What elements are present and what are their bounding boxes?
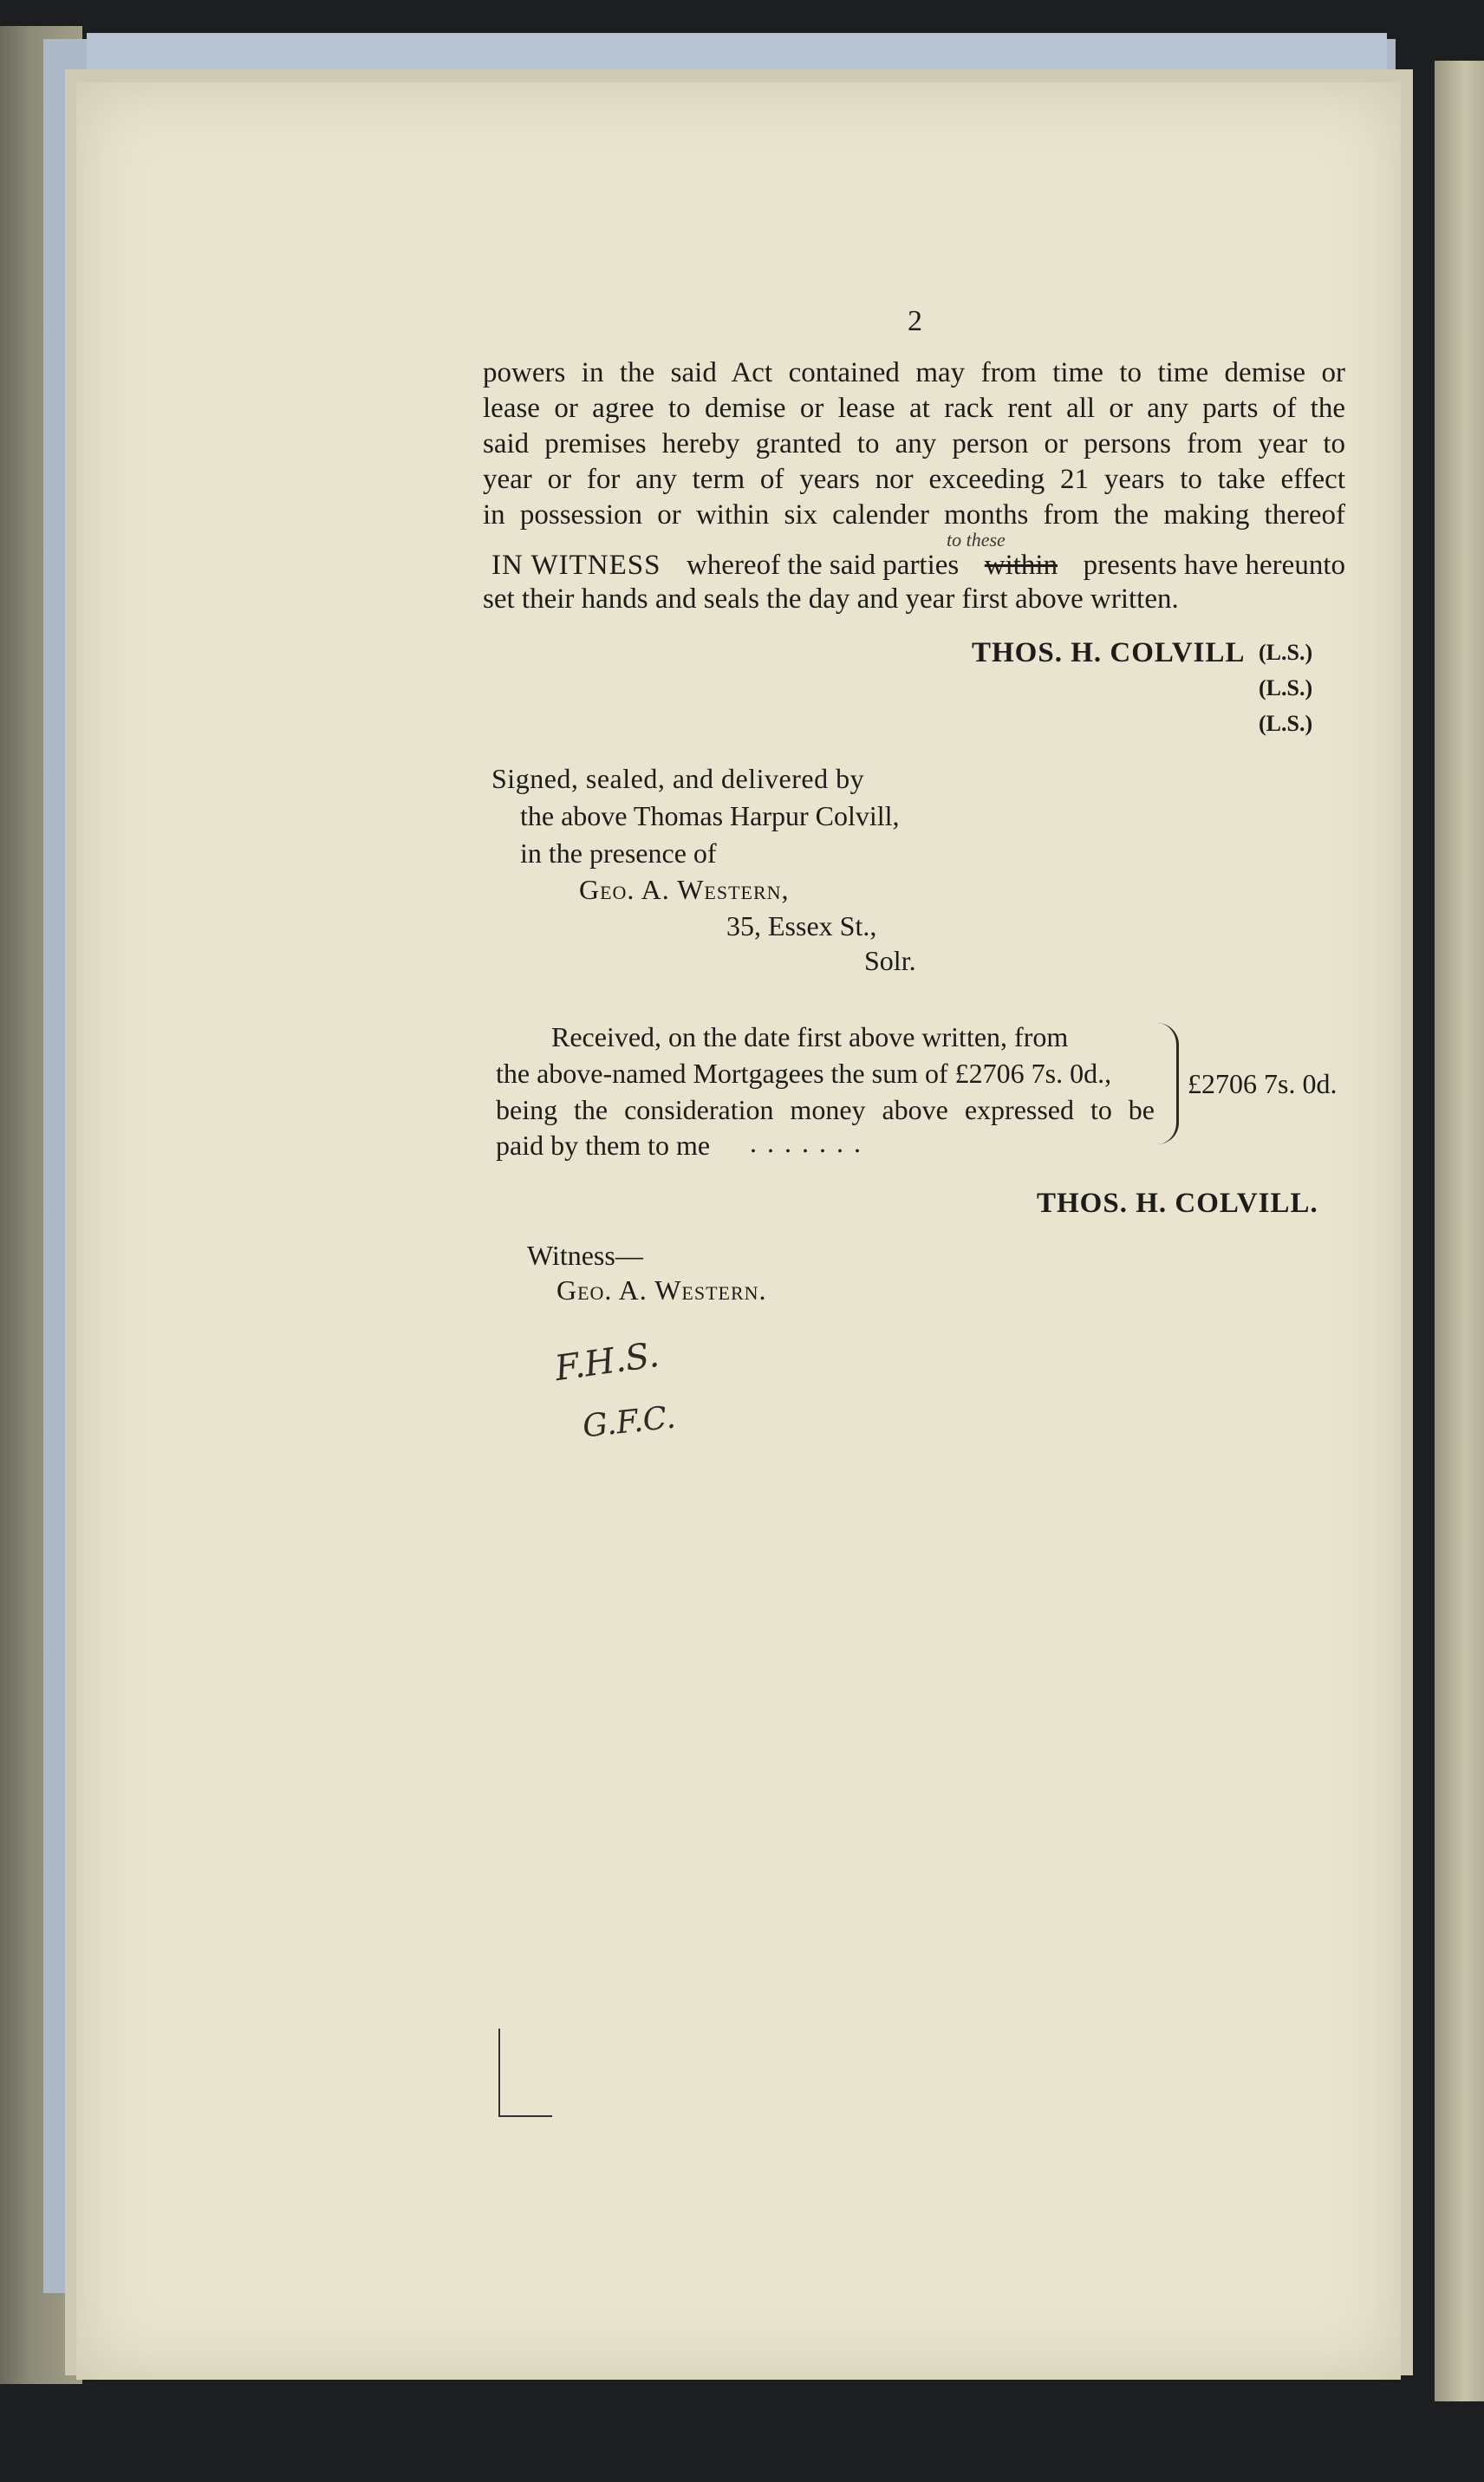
body-line-5: in possession or within six calender months from the making thereof	[483, 499, 1345, 531]
receipt-leader-dots: . . . . . . .	[750, 1127, 862, 1158]
struck-word: within	[984, 550, 1058, 581]
attesting-witness-address: 35, Essex St.,	[726, 910, 877, 941]
adjacent-right-page	[1435, 61, 1484, 2401]
margin-corner-mark	[498, 2029, 552, 2117]
attesting-witness-name: Geo. A. Western,	[579, 874, 790, 905]
witness-clause-end: presents have hereunto	[1083, 550, 1345, 581]
witness-label: Witness—	[527, 1240, 643, 1271]
witness-clause-line	[491, 550, 1345, 582]
body-line-3: said premises hereby granted to any person or persons from year to	[483, 428, 1345, 459]
handwritten-initials-2: G.F.C.	[581, 1399, 678, 1445]
body-line-1: powers in the said Act contained may from time to time demise or	[483, 357, 1345, 388]
receipt-line-1: Received, on the date first above written, from	[551, 1021, 1069, 1052]
handwritten-initials-1: F.H.S.	[552, 1334, 662, 1390]
attestation-line-3: in the presence of	[520, 837, 717, 869]
receipt-line-3: being the consideration money above expressed to be	[496, 1094, 1155, 1125]
witness-clause-middle: whereof the said parties	[686, 550, 960, 581]
receipt-line-4: paid by them to me	[496, 1130, 711, 1161]
body-last-line: set their hands and seals the day and year first above written.	[483, 583, 1179, 615]
attestation-line-1: Signed, sealed, and delivered by	[491, 763, 865, 794]
seal-marker-3: (L.S.)	[1259, 711, 1313, 736]
body-line-4: year or for any term of years nor exceeding 21 years to take effect	[483, 464, 1345, 495]
receipt-amount: £2706 7s. 0d.	[1188, 1068, 1338, 1099]
witness-name: Geo. A. Western.	[556, 1274, 767, 1306]
seal-marker-1: (L.S.)	[1259, 640, 1313, 665]
body-line-2: lease or agree to demise or lease at rack rent all or any parts of the	[483, 393, 1345, 424]
receipt-brace	[1157, 1023, 1179, 1144]
receipt-line-2: the above-named Mortgagees the sum of £2706 7s. 0d.,	[496, 1058, 1112, 1089]
receipt-signature: THOS. H. COLVILL.	[1037, 1188, 1318, 1219]
attesting-witness-title: Solr.	[864, 945, 916, 976]
handwritten-interlineation: to these	[947, 529, 1006, 550]
seal-marker-2: (L.S.)	[1259, 675, 1313, 700]
document-page	[76, 82, 1401, 2380]
attestation-line-2: the above Thomas Harpur Colvill,	[520, 800, 900, 831]
in-witness-lead: IN WITNESS	[491, 550, 661, 581]
page-number: 2	[908, 305, 922, 337]
signature-name: THOS. H. COLVILL	[972, 637, 1246, 668]
